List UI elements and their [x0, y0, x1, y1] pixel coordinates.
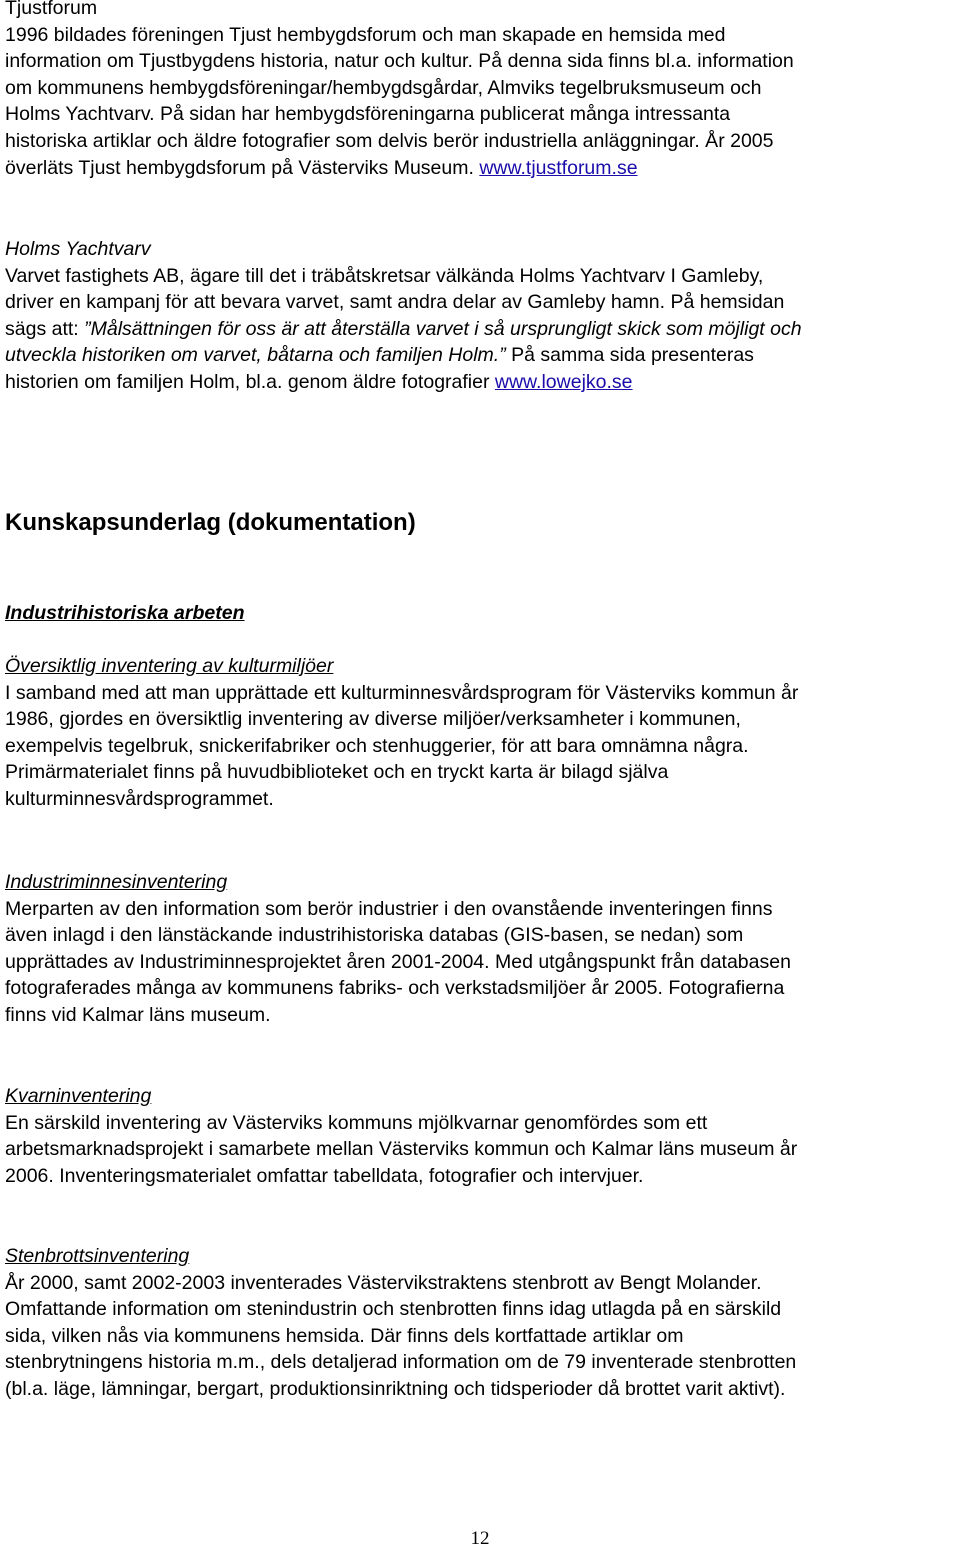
text-line: även inlagd i den länstäckande industrihistoriska databas (GIS-basen, se nedan) som [5, 924, 744, 947]
text-line: information om Tjustbygdens historia, natur och kultur. På denna sida finns bl.a. information [5, 50, 794, 73]
text-line: sida, vilken nås via kommunens hemsida. Där finns dels kortfattade artiklar om [5, 1324, 684, 1347]
text-line: exempelvis tegelbruk, snickerifabriker och stenhuggerier, för att bara omnämna några. [5, 734, 749, 757]
text-line [5, 155, 794, 182]
text-fragment: På samma sida presenteras [505, 344, 754, 367]
quote-fragment: ”Målsättningen för oss är att återställa varvet i så ursprungligt skick som möjligt och [84, 317, 802, 340]
tjustforum-link[interactable]: www.tjustforum.se [479, 156, 638, 179]
section-heading: Holms Yachtvarv [5, 238, 151, 260]
text-line [5, 369, 802, 396]
text-line: arbetsmarknadsprojekt i samarbete mellan Västerviks kommun och Kalmar läns museum år [5, 1138, 798, 1161]
text-fragment: sägs att: [5, 317, 85, 340]
text-line: En särskild inventering av Västerviks kommuns mjölkvarnar genomfördes som ett [5, 1111, 708, 1134]
section-tjustforum [5, 0, 794, 181]
text-fragment: historien om familjen Holm, bl.a. genom äldre fotografier [5, 370, 495, 393]
text-line: År 2000, samt 2002-2003 inventerades Västervikstraktens stenbrott av Bengt Molander. [5, 1271, 762, 1294]
lowejko-link[interactable]: www.lowejko.se [494, 370, 633, 393]
text-line: Merparten av den information som berör industrier i den ovanstående inventeringen finns [5, 897, 773, 920]
text-fragment: överläts Tjust hembygdsforum på Västerviks Museum. [5, 156, 480, 179]
text-line: kulturminnesvårdsprogrammet. [5, 787, 274, 810]
text-line: om kommunens hembygdsföreningar/hembygdsgårdar, Almviks tegelbruksmuseum och [5, 76, 762, 99]
text-line: historiska artiklar och äldre fotografier som delvis berör industriella anläggningar. År 2005 [5, 129, 774, 152]
text-line: (bl.a. läge, lämningar, bergart, produktionsinriktning och tidsperioder då brottet varit aktivt). [5, 1377, 786, 1400]
text-line: I samband med att man upprättade ett kulturminnesvårdsprogram för Västerviks kommun år [5, 681, 799, 704]
quote-fragment: utveckla historiken om varvet, båtarna och familjen Holm.” [5, 344, 506, 367]
text-line: 2006. Inventeringsmaterialet omfattar tabelldata, fotografier och intervjuer. [5, 1164, 644, 1187]
text-line: 1986, gjordes en översiktlig inventering av diverse miljöer/verksamheter i kommunen, [5, 708, 741, 731]
section-oversiktlig-inventering [5, 653, 798, 813]
section-kvarninventering [5, 1083, 797, 1189]
text-line: fotograferades många av kommunens fabriks- och verkstadsmiljöer år 2005. Fotografierna [5, 977, 785, 1000]
text-line [5, 316, 802, 343]
text-line: upprättades av Industriminnesprojektet åren 2001-2004. Med utgångspunkt från databasen [5, 950, 791, 973]
section-heading: Tjustforum [5, 0, 98, 19]
section-stenbrottsinventering [5, 1243, 796, 1403]
text-line: Varvet fastighets AB, ägare till det i träbåtskretsar välkända Holms Yachtvarv I Gamleby, [5, 264, 764, 287]
text-line: Holms Yachtvarv. På sidan har hembygdsföreningarna publicerat många intressanta [5, 103, 731, 126]
main-heading-block [5, 508, 416, 538]
text-line: Omfattande information om stenindustrin och stenbrotten finns idag utlagda på en särskild [5, 1298, 782, 1321]
sub-heading-block [5, 600, 244, 626]
text-line [5, 342, 802, 369]
text-line: Primärmaterialet finns på huvudbiblioteket och en tryckt karta är bilagd själva [5, 761, 669, 784]
text-line: driver en kampanj för att bevara varvet, samt andra delar av Gamleby hamn. På hemsidan [5, 291, 785, 314]
section-heading: Översiktlig inventering av kulturmiljöer [5, 655, 334, 677]
text-line: finns vid Kalmar läns museum. [5, 1003, 271, 1026]
section-heading: Stenbrottsinventering [5, 1245, 190, 1267]
section-heading: Industriminnesinventering [5, 871, 228, 893]
text-line: stenbrytningens historia m.m., dels detaljerad information om de 79 inventerade stenbrotten [5, 1351, 797, 1374]
section-industriminnesinventering [5, 869, 791, 1029]
main-heading: Kunskapsunderlag (dokumentation) [5, 509, 416, 536]
page-number: 12 [470, 1528, 490, 1549]
section-holms-yachtvarv [5, 236, 802, 396]
text-line: 1996 bildades föreningen Tjust hembygdsforum och man skapade en hemsida med [5, 23, 726, 46]
sub-heading: Industrihistoriska arbeten [5, 602, 245, 624]
section-heading: Kvarninventering [5, 1085, 152, 1107]
